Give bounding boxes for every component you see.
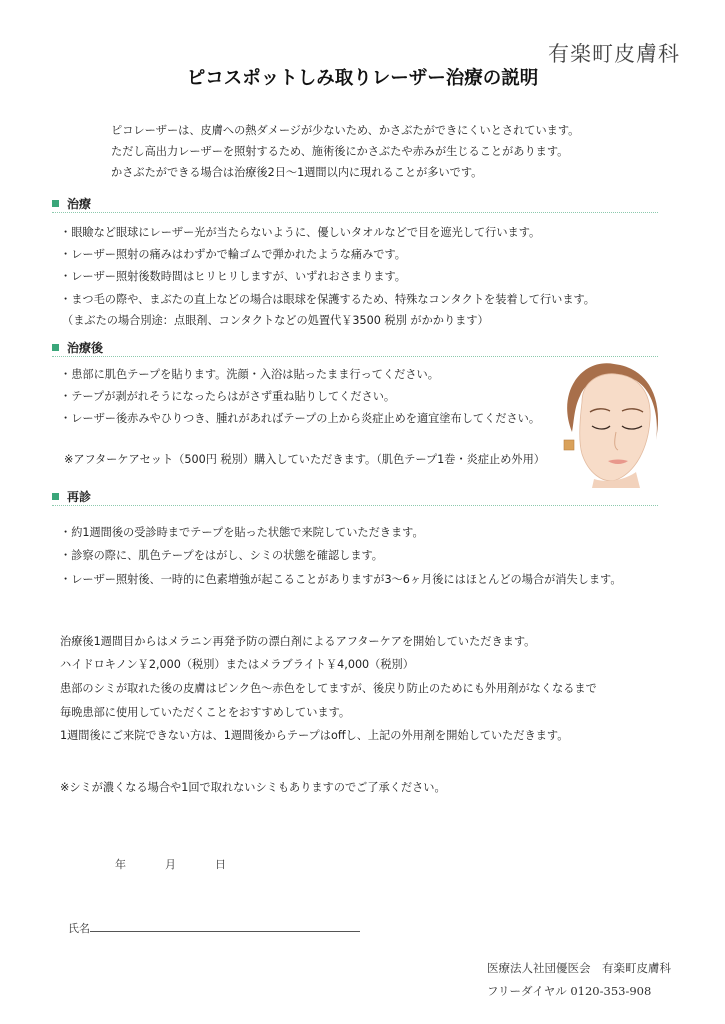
name-label: 氏名	[68, 922, 90, 935]
tape-patch-icon	[564, 440, 574, 450]
intro-line: ピコレーザーは、皮膚への熱ダメージが少ないため、かさぶたができにくいとされています。	[111, 124, 580, 137]
footer-organization: 医療法人社団優医会 有楽町皮膚科	[487, 961, 671, 975]
footer-phone: フリーダイヤル 0120-353-908	[487, 984, 652, 998]
section-heading-aftercare	[52, 339, 103, 356]
aftercare-body-line: 治療後1週間目からはメラニン再発予防の漂白剤によるアフターケアを開始していただきます。	[60, 635, 536, 648]
section-heading-revisit	[52, 488, 91, 505]
aftercare-body-line: 毎晩患部に使用していただくことをおすすめしています。	[60, 706, 351, 719]
date-year-label: 年	[115, 858, 126, 871]
treatment-item: ・レーザー照射の痛みはわずかで輪ゴムで弾かれたような痛みです。	[60, 248, 406, 261]
aftercare-body-line: 患部のシミが取れた後の皮膚はピンク色〜赤色をしてますが、後戻り防止のためにも外用剤がなくなるまで	[60, 682, 597, 695]
section-marker-icon	[52, 493, 59, 500]
intro-line: かさぶたができる場合は治療後2日〜1週間以内に現れることが多いです。	[111, 166, 483, 179]
aftercare-item: ・テープが剥がれそうになったらはがさず重ね貼りしてください。	[60, 390, 396, 403]
aftercare-set-note: ※アフターケアセット（500円 税別）購入していただきます。（肌色テープ1巻・炎症止め外用）	[64, 453, 545, 466]
section-divider	[52, 505, 658, 506]
date-month-label: 月	[165, 858, 176, 871]
treatment-item: ・レーザー照射後数時間はヒリヒリしますが、いずれおさまります。	[60, 270, 406, 283]
section-marker-icon	[52, 200, 59, 207]
revisit-item: ・約1週間後の受診時までテープを貼った状態で来院していただきます。	[60, 526, 424, 539]
treatment-item: ・まつ毛の際や、まぶたの直上などの場合は眼球を保護するため、特殊なコンタクトを装着して行います。	[60, 293, 595, 306]
name-signature-line	[90, 931, 360, 932]
section-heading-treatment	[52, 195, 91, 212]
section-heading-label: 再診	[67, 490, 92, 504]
section-heading-label: 治療	[67, 197, 92, 211]
intro-line: ただし高出力レーザーを照射するため、施術後にかさぶたや赤みが生じることがあります。	[111, 145, 569, 158]
aftercare-item: ・レーザー後赤みやひりつき、腫れがあればテープの上から炎症止めを適宜塗布してください。	[60, 412, 541, 425]
revisit-item: ・診察の際に、肌色テープをはがし、シミの状態を確認します。	[60, 549, 383, 562]
aftercare-body-line: 1週間後にご来院できない方は、1週間後からテープはoffし、上記の外用剤を開始していただきます。	[60, 729, 569, 742]
aftercare-body-line: ハイドロキノン￥2,000（税別）またはメラブライト￥4,000（税別）	[60, 658, 414, 671]
date-day-label: 日	[215, 858, 226, 871]
page-title: ピコスポットしみ取りレーザー治療の説明	[186, 68, 539, 89]
section-marker-icon	[52, 344, 59, 351]
section-heading-label: 治療後	[67, 341, 104, 355]
clinic-name-corner: 有楽町皮膚科	[548, 42, 680, 66]
section-divider	[52, 212, 658, 213]
section-divider	[52, 356, 658, 357]
face-illustration	[552, 362, 664, 488]
aftercare-item: ・患部に肌色テープを貼ります。洗顔・入浴は貼ったまま行ってください。	[60, 368, 439, 381]
treatment-fee-note: （まぶたの場合別途：点眼剤、コンタクトなどの処置代￥3500 税別 がかかります）	[62, 314, 489, 327]
treatment-item: ・眼瞼など眼球にレーザー光が当たらないように、優しいタオルなどで目を遮光して行います。	[60, 226, 541, 239]
revisit-item: ・レーザー照射後、一時的に色素増強が起こることがありますが3〜6ヶ月後にはほとんどの場合が消失します。	[60, 573, 622, 586]
disclaimer-note: ※シミが濃くなる場合や1回で取れないシミもありますのでご了承ください。	[60, 781, 446, 794]
